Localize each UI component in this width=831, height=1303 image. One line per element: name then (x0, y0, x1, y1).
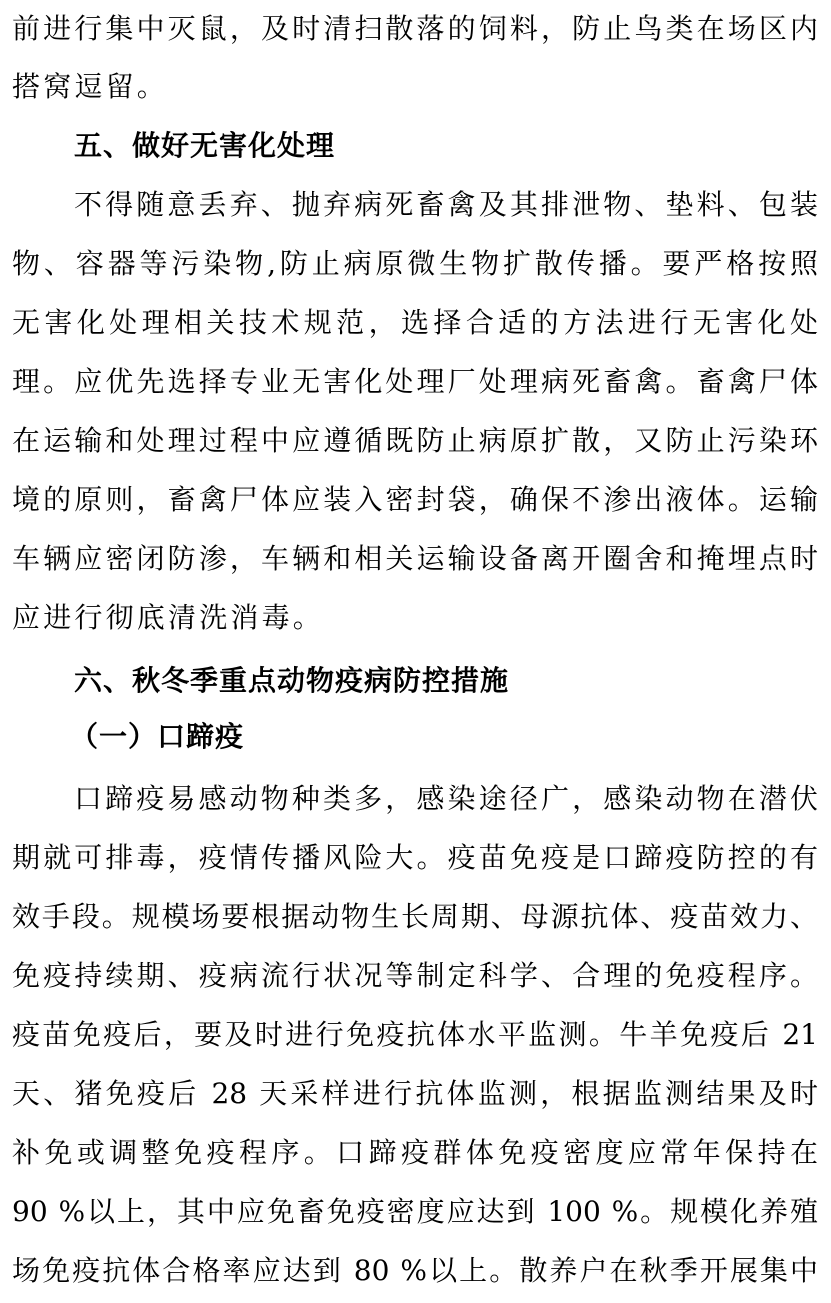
paragraph-line: 不得随意丢弃、抛弃病死畜禽及其排泄物、垫料、包装 (74, 188, 818, 221)
paragraph-line: 口蹄疫易感动物种类多，感染途径广，感染动物在潜伏 (74, 782, 818, 815)
paragraph-line: 车辆应密闭防渗，车辆和相关运输设备离开圈舍和掩埋点时 (12, 542, 818, 575)
paragraph-line: 补免或调整免疫程序。口蹄疫群体免疫密度应常年保持在 (12, 1136, 818, 1169)
paragraph-line: 疫苗免疫后，要及时进行免疫抗体水平监测。牛羊免疫后 21 (12, 1018, 818, 1051)
paragraph-line: 效手段。规模场要根据动物生长周期、母源抗体、疫苗效力、 (12, 900, 818, 933)
paragraph-line: 90 %以上，其中应免畜免疫密度应达到 100 %。规模化养殖 (12, 1195, 818, 1228)
paragraph-line: 无害化处理相关技术规范，选择合适的方法进行无害化处 (12, 306, 818, 339)
paragraph-line: 境的原则，畜禽尸体应装入密封袋，确保不渗出液体。运输 (12, 483, 818, 516)
paragraph-line: 理。应优先选择专业无害化处理厂处理病死畜禽。畜禽尸体 (12, 365, 818, 398)
section-heading: 六、秋冬季重点动物疫病防控措施 (74, 664, 510, 697)
subsection-heading: （一）口蹄疫 (70, 720, 245, 753)
paragraph-line: 应进行彻底清洗消毒。 (12, 601, 325, 634)
paragraph-line: 场免疫抗体合格率应达到 80 %以上。散养户在秋季开展集中 (12, 1254, 818, 1287)
paragraph-line: 天、猪免疫后 28 天采样进行抗体监测，根据监测结果及时 (12, 1077, 818, 1110)
section-heading: 五、做好无害化处理 (74, 129, 336, 162)
paragraph-line: 物、容器等污染物,防止病原微生物扩散传播。要严格按照 (12, 247, 818, 280)
paragraph-line: 免疫持续期、疫病流行状况等制定科学、合理的免疫程序。 (12, 959, 818, 992)
paragraph-line: 期就可排毒，疫情传播风险大。疫苗免疫是口蹄疫防控的有 (12, 841, 818, 874)
paragraph-line: 搭窝逗留。 (12, 70, 169, 103)
paragraph-line: 在运输和处理过程中应遵循既防止病原扩散，又防止污染环 (12, 424, 818, 457)
paragraph-line: 前进行集中灭鼠，及时清扫散落的饲料，防止鸟类在场区内 (12, 12, 818, 45)
